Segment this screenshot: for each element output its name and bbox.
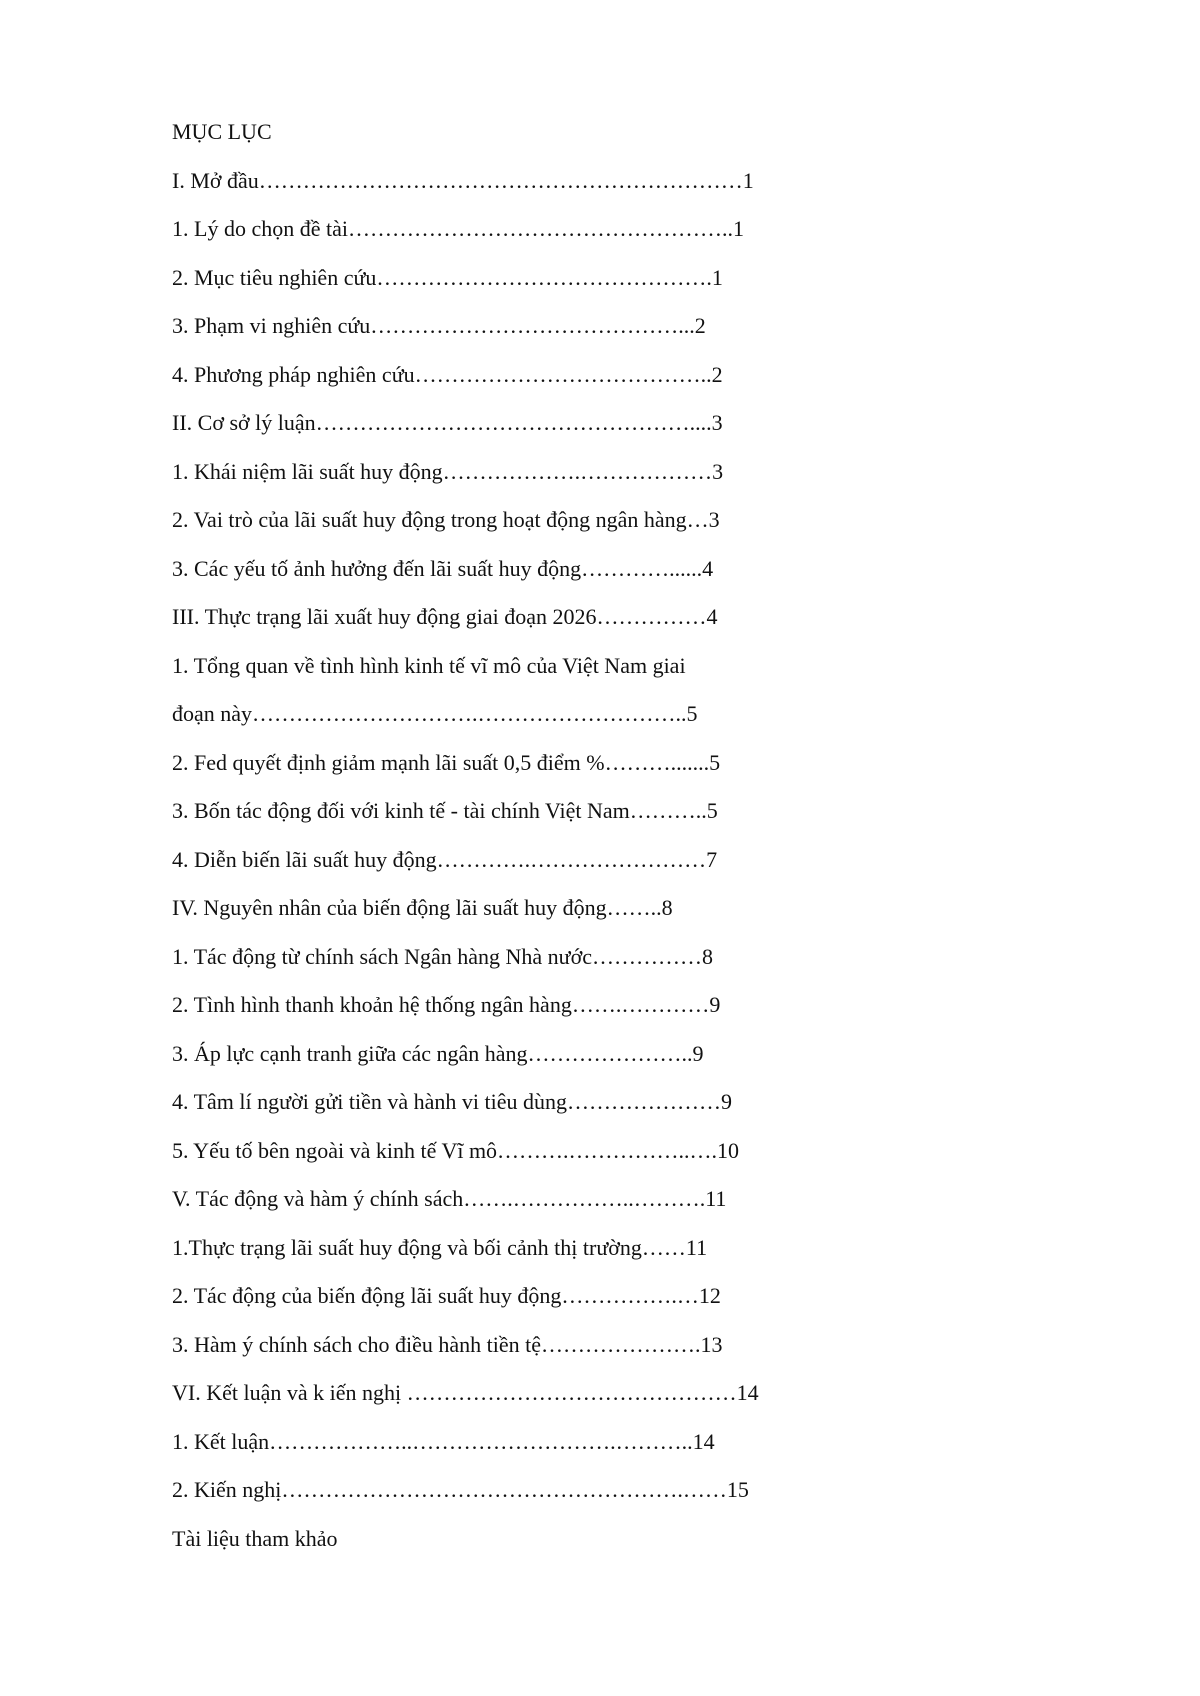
- toc-entry: 1. Khái niệm lãi suất huy động……………….………………3: [172, 458, 724, 484]
- toc-entry-section: V. Tác động và hàm ý chính sách…….……………..……….11: [172, 1186, 727, 1211]
- toc-entry: 2. Kiến nghị……………………………………………….……15: [172, 1477, 749, 1502]
- toc-entry: 2. Tình hình thanh khoản hệ thống ngân hàng…….…………9: [172, 992, 721, 1017]
- toc-entry: 4. Diễn biến lãi suất huy động………….……………………7: [172, 846, 718, 872]
- toc-entry-section: IV. Nguyên nhân của biến động lãi suất huy động……..8: [172, 895, 673, 920]
- toc-title: MỤC LỤC: [172, 119, 272, 144]
- table-of-contents: [172, 108, 932, 1563]
- toc-entry: 1. Lý do chọn đề tài……………………………………………..1: [172, 216, 744, 241]
- toc-entry-intro: I. Mở đầu…………………………………………………………1: [172, 167, 754, 193]
- toc-entry: 3. Hàm ý chính sách cho điều hành tiền tệ………………….13: [172, 1331, 723, 1357]
- toc-entry: 2. Tác động của biến động lãi suất huy động…………….…12: [172, 1283, 721, 1308]
- toc-entry: 2. Fed quyết định giảm mạnh lãi suất 0,5 điểm %……….......5: [172, 749, 721, 775]
- toc-entry: 3. Áp lực cạnh tranh giữa các ngân hàng…………………..9: [172, 1040, 704, 1066]
- toc-entry-section: II. Cơ sở lý luận……………………………………………....3: [172, 410, 723, 435]
- toc-entry: 2. Vai trò của lãi suất huy động trong hoạt động ngân hàng…3: [172, 507, 720, 532]
- toc-entry-continuation: đoạn này………………………….………………………..5: [172, 701, 698, 726]
- toc-entry: 4. Tâm lí người gửi tiền và hành vi tiêu dùng…………………9: [172, 1089, 732, 1114]
- toc-entry-section: VI. Kết luận và k iến nghị ………………………………………14: [172, 1380, 759, 1405]
- toc-entry-section: III. Thực trạng lãi xuất huy động giai đoạn 2026……………4: [172, 604, 718, 629]
- toc-entry: 3. Các yếu tố ảnh hưởng đến lãi suất huy động…………......4: [172, 555, 714, 581]
- toc-entry: 3. Bốn tác động đối với kinh tế - tài chính Việt Nam………..5: [172, 798, 718, 823]
- toc-entry: 4. Phương pháp nghiên cứu…………………………………..2: [172, 361, 723, 387]
- toc-entry: 3. Phạm vi nghiên cứu……………………………………...2: [172, 313, 706, 338]
- toc-entry: 1. Tổng quan về tình hình kinh tế vĩ mô của Việt Nam giai: [172, 652, 686, 678]
- toc-entry: 2. Mục tiêu nghiên cứu……………………………………….1: [172, 264, 723, 290]
- toc-entry: 5. Yếu tố bên ngoài và kinh tế Vĩ mô……….……………..….10: [172, 1137, 740, 1163]
- toc-entry: 1. Tác động từ chính sách Ngân hàng Nhà nước……………8: [172, 943, 713, 969]
- toc-entry-references: Tài liệu tham khảo: [172, 1525, 338, 1551]
- toc-entry: 1.Thực trạng lãi suất huy động và bối cảnh thị trường……11: [172, 1234, 708, 1260]
- toc-entry: 1. Kết luận………………..……………………….………..14: [172, 1428, 715, 1454]
